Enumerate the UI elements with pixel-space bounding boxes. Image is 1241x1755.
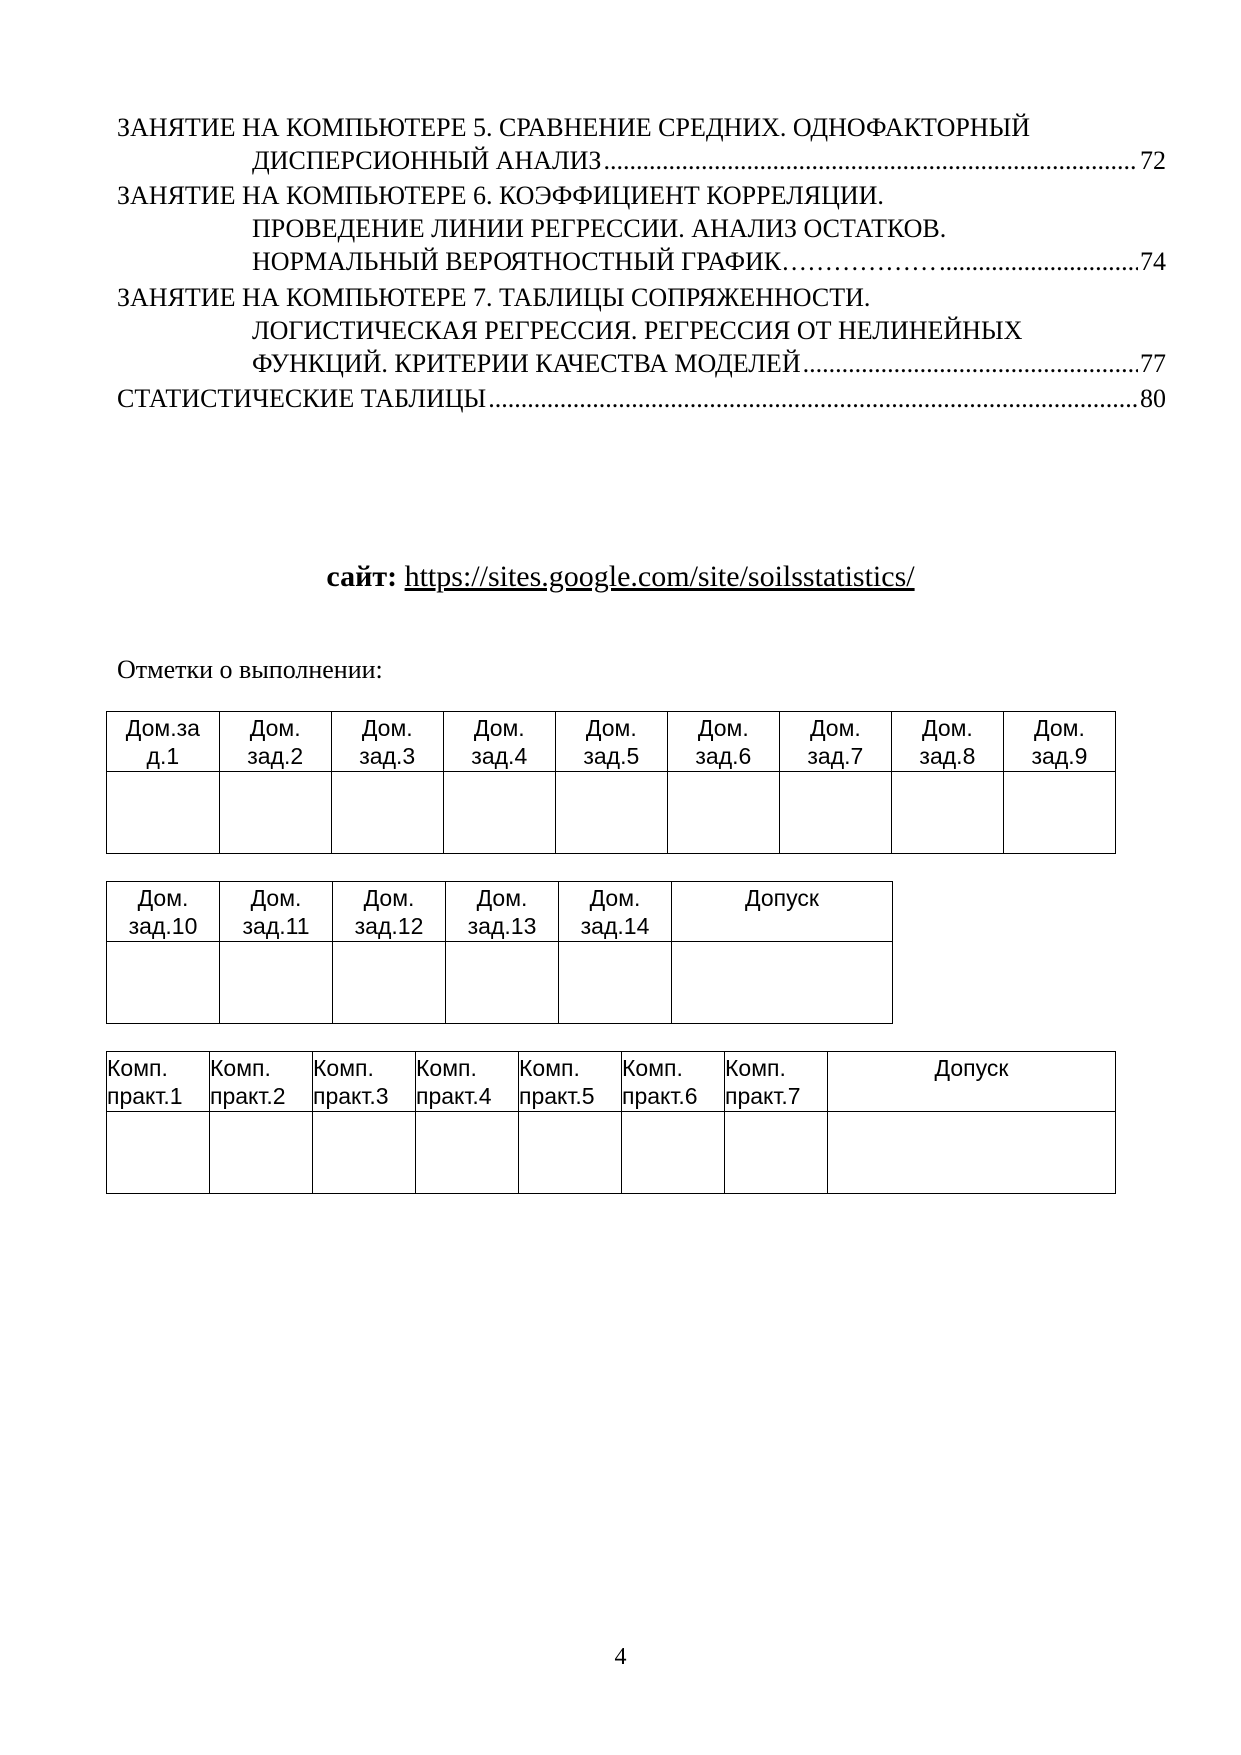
header-cell: Комп. практ.3 [313,1052,416,1112]
toc-dot-leader [488,382,1138,415]
mark-cell[interactable] [559,942,672,1024]
toc-entry-line: ЛОГИСТИЧЕСКАЯ РЕГРЕССИЯ. РЕГРЕССИЯ ОТ НЕЛИНЕЙНЫХ [252,316,1023,345]
mark-cell[interactable] [828,1112,1116,1194]
mark-cell[interactable] [107,942,220,1024]
toc-entry-last-line [117,382,1166,415]
header-cell-admission: Допуск [672,882,893,942]
header-cell: Дом. зад.10 [107,882,220,942]
header-cell: Дом. зад.2 [219,712,331,772]
toc-entry-title: ФУНКЦИЙ. КРИТЕРИИ КАЧЕСТВА МОДЕЛЕЙ [252,349,801,378]
toc-page-number: 80 [1140,384,1166,413]
mark-cell[interactable] [555,772,667,854]
header-cell: Комп. практ.2 [210,1052,313,1112]
header-cell-admission: Допуск [828,1052,1116,1112]
header-cell: Дом. зад.5 [555,712,667,772]
header-row [107,882,893,942]
header-cell: Комп. практ.6 [622,1052,725,1112]
completion-marks-label: Отметки о выполнении: [117,655,383,684]
toc-entry-title: СТАТИСТИЧЕСКИЕ ТАБЛИЦЫ [117,384,487,413]
homework-table-2 [106,881,893,1024]
mark-cell[interactable] [107,772,220,854]
mark-cell[interactable] [667,772,779,854]
mark-cell[interactable] [220,942,333,1024]
header-cell: Дом. зад.14 [559,882,672,942]
header-cell: Дом. зад.13 [446,882,559,942]
mark-cell[interactable] [519,1112,622,1194]
toc-dot-leader [803,347,1138,380]
toc-entry-lesson-6[interactable] [117,179,1166,278]
page-number: 4 [614,1644,627,1670]
toc-entry-line: ПРОВЕДЕНИЕ ЛИНИИ РЕГРЕССИИ. АНАЛИЗ ОСТАТКОВ. [252,214,947,243]
mark-cell[interactable] [107,1112,210,1194]
toc-entry-last-line [117,347,1166,380]
header-cell: Дом. зад.7 [779,712,891,772]
mark-cell[interactable] [446,942,559,1024]
mark-row [107,942,893,1024]
header-cell: Комп. практ.7 [725,1052,828,1112]
header-cell: Комп. практ.4 [416,1052,519,1112]
computer-practice-table [106,1051,1116,1194]
toc-entry-title: ДИСПЕРСИОННЫЙ АНАЛИЗ [252,146,602,175]
toc-dot-leader [603,144,1138,177]
header-cell: Дом. зад.11 [220,882,333,942]
toc-entry-last-line [117,144,1166,177]
toc-entry-statistical-tables[interactable] [117,382,1166,415]
toc-entry-lesson-5[interactable] [117,111,1166,177]
toc-page-number: 77 [1140,349,1166,378]
toc-entry-line: ЗАНЯТИЕ НА КОМПЬЮТЕРЕ 6. КОЭФФИЦИЕНТ КОРРЕЛЯЦИИ. [117,181,884,210]
toc-entry-last-line [117,245,1166,278]
header-cell: Комп. практ.1 [107,1052,210,1112]
header-cell: Дом. зад.12 [333,882,446,942]
toc-entry-line: ЗАНЯТИЕ НА КОМПЬЮТЕРЕ 5. СРАВНЕНИЕ СРЕДНИХ. ОДНОФАКТОРНЫЙ [117,113,1031,142]
header-cell: Дом. зад.3 [331,712,443,772]
mark-cell[interactable] [313,1112,416,1194]
mark-cell[interactable] [622,1112,725,1194]
header-cell: Дом.за д.1 [107,712,220,772]
mark-cell[interactable] [1003,772,1115,854]
homework-table-1 [106,711,1116,854]
header-cell: Дом. зад.4 [443,712,555,772]
mark-cell[interactable] [333,942,446,1024]
mark-cell[interactable] [672,942,893,1024]
toc-page-number: 74 [1140,247,1166,276]
mark-row [107,1112,1116,1194]
header-cell: Дом. зад.8 [891,712,1003,772]
toc-entry-line: ЗАНЯТИЕ НА КОМПЬЮТЕРЕ 7. ТАБЛИЦЫ СОПРЯЖЕННОСТИ. [117,283,871,312]
header-cell: Комп. практ.5 [519,1052,622,1112]
mark-cell[interactable] [725,1112,828,1194]
header-cell: Дом. зад.9 [1003,712,1115,772]
mark-cell[interactable] [443,772,555,854]
mark-row [107,772,1116,854]
mark-cell[interactable] [331,772,443,854]
site-link[interactable]: https://sites.google.com/site/soilsstatistics/ [404,560,915,593]
mark-cell[interactable] [416,1112,519,1194]
toc-dot-leader [939,245,1138,278]
mark-cell[interactable] [891,772,1003,854]
site-label: сайт: [326,560,398,593]
mark-cell[interactable] [779,772,891,854]
toc-entry-title: НОРМАЛЬНЫЙ ВЕРОЯТНОСТНЫЙ ГРАФИК……………… [252,247,938,276]
toc-page-number: 72 [1140,146,1166,175]
site-line [0,560,1241,594]
header-cell: Дом. зад.6 [667,712,779,772]
header-row [107,1052,1116,1112]
mark-cell[interactable] [210,1112,313,1194]
mark-cell[interactable] [219,772,331,854]
toc-entry-lesson-7[interactable] [117,281,1166,380]
header-row [107,712,1116,772]
